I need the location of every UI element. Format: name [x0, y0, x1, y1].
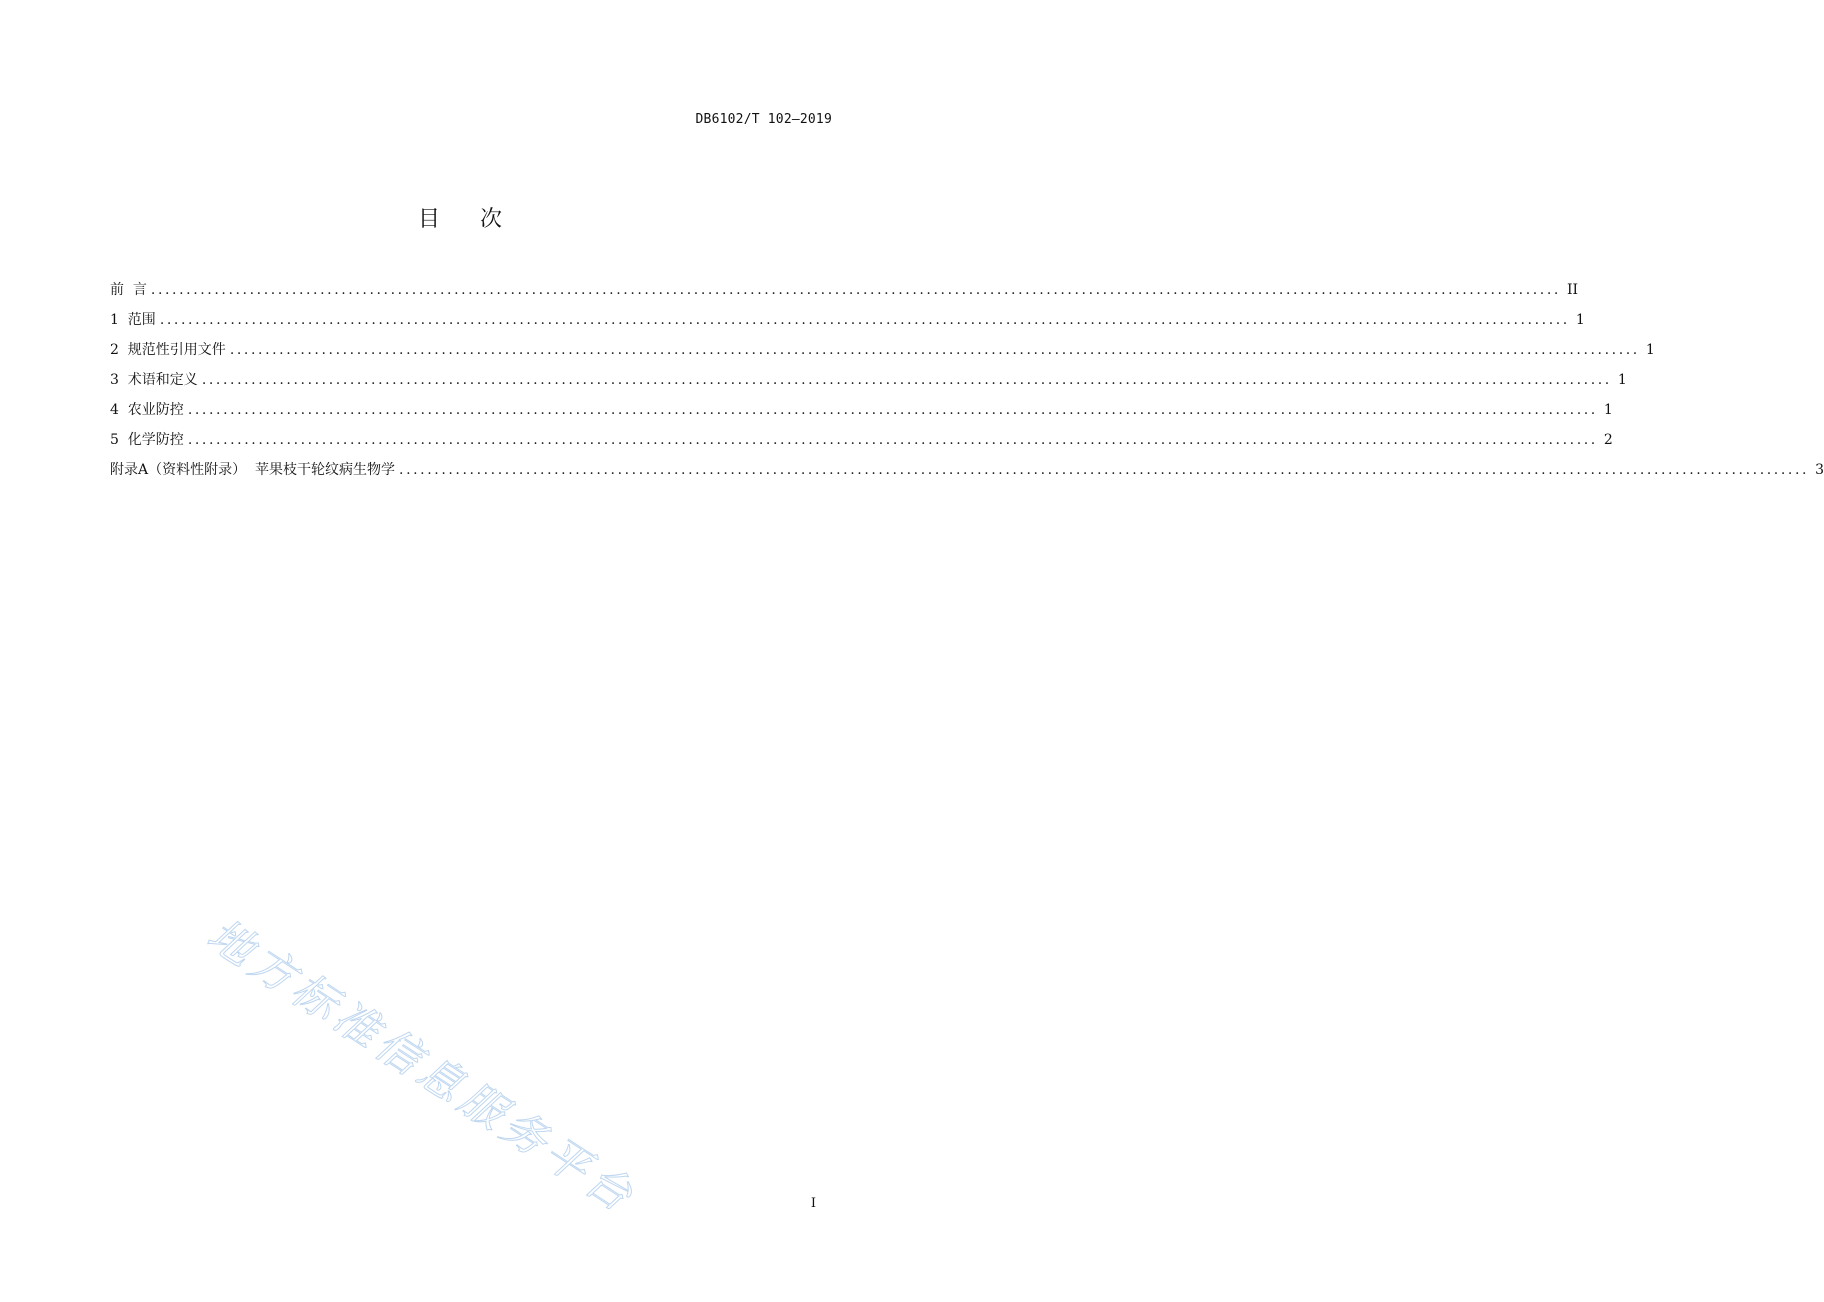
toc-entry-chemical-control[interactable] — [110, 428, 1613, 458]
toc-entry-label: 5 化学防控 — [110, 432, 184, 448]
toc-leader-dots: ........................................................................................................................................................................................................ — [159, 312, 1570, 328]
toc-entry-page: 1 — [1645, 342, 1655, 358]
toc-entry-scope[interactable] — [110, 308, 1585, 338]
toc-entry-normative-references[interactable] — [110, 338, 1655, 368]
toc-entry-label: 1 范围 — [110, 312, 156, 328]
toc-leader-dots: ........................................................................................................................................................................................................ — [187, 402, 1598, 418]
toc-entry-page: 1 — [1603, 402, 1613, 418]
toc-leader-dots: ........................................................................................................................................................................................................ — [229, 342, 1640, 358]
toc-entry-terms-definitions[interactable] — [110, 368, 1627, 398]
toc-leader-dots: ........................................................................................................................................................................................................ — [399, 462, 1810, 478]
toc-leader-dots: ........................................................................................................................................................................................................ — [201, 372, 1612, 388]
toc-title — [0, 202, 920, 233]
toc-leader-dots: ........................................................................................................................................................................................................ — [187, 432, 1598, 448]
toc-entry-foreword[interactable] — [110, 278, 1579, 308]
toc-title-char-2: 次 — [480, 207, 503, 232]
toc-entry-page: 1 — [1617, 372, 1627, 388]
toc-entry-label: 前 言 — [110, 282, 147, 298]
document-code: DB6102/T 102—2019 — [695, 112, 832, 127]
toc-leader-dots: ........................................................................................................................................................................................................ — [150, 282, 1561, 298]
toc-entry-page: 2 — [1603, 432, 1613, 448]
page-number: I — [810, 1196, 816, 1211]
toc-entry-page: II — [1566, 282, 1579, 298]
toc-entry-label: 2 规范性引用文件 — [110, 342, 226, 358]
toc-entry-label: 附录A（资料性附录） 苹果枝干轮纹病生物学 — [110, 462, 396, 478]
table-of-contents — [110, 278, 1824, 488]
toc-entry-label: 4 农业防控 — [110, 402, 184, 418]
toc-entry-agricultural-control[interactable] — [110, 398, 1613, 428]
watermark: 地方标准信息服务平台 — [198, 909, 646, 1225]
toc-entry-appendix-a[interactable] — [110, 458, 1824, 488]
toc-entry-page: 1 — [1575, 312, 1585, 328]
toc-entry-label: 3 术语和定义 — [110, 372, 198, 388]
toc-entry-page: 3 — [1815, 462, 1824, 478]
toc-title-char-1: 目 — [417, 207, 440, 232]
